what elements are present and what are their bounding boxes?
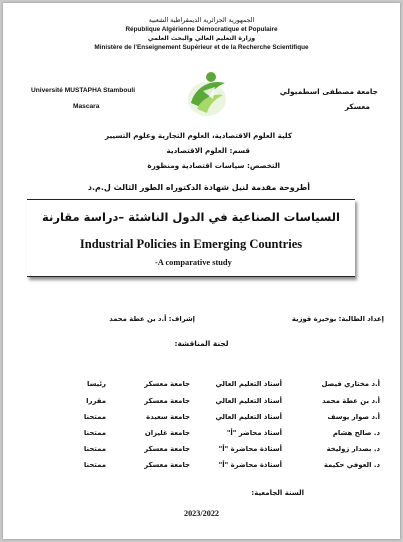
member-rank: أستاذة محاضرة "أ" <box>218 461 282 469</box>
committee-row <box>3 380 400 390</box>
thesis-label: أطروحة مقدمة لنيل شهادة الدكتوراه الطور الثالث ل.م.د <box>87 183 310 192</box>
member-name: د. صالح هشام <box>332 429 380 437</box>
committee-row <box>3 413 400 423</box>
title-english-subtitle: -A comparative study <box>155 258 232 267</box>
university-city-arabic: معسكر <box>344 102 370 111</box>
member-name: د. بصدار زوليخة <box>326 445 380 453</box>
department-name: قسم: العلوم الاقتصادية <box>166 146 250 155</box>
member-role: مقررا <box>86 397 106 405</box>
member-rank: أستاذة محاضرة "أ" <box>218 445 282 453</box>
member-rank: أستاذ محاضر "أ" <box>226 429 282 437</box>
member-role: رئيسا <box>87 380 106 388</box>
committee-title: لجنة المناقشة: <box>174 339 229 348</box>
ministry-arabic: وزارة التعليم العالي والبحث العلمي <box>147 35 256 42</box>
member-name: د. العوفي حكيمة <box>323 461 380 469</box>
committee-row <box>3 397 400 407</box>
member-role: ممتحنا <box>83 445 106 453</box>
member-university: جامعة معسكر <box>144 397 190 405</box>
ministry-french: Ministère de l’Enseignement Supérieur et de la Recherche Scientifique <box>94 44 309 51</box>
member-university: جامعة غليزان <box>144 429 190 437</box>
member-rank: أستاذ التعليم العالي <box>215 397 282 405</box>
committee-row <box>3 445 400 455</box>
title-english: Industrial Policies in Emerging Countries <box>79 237 303 251</box>
member-rank: أستاذ التعليم العالي <box>215 380 282 388</box>
title-box <box>27 199 355 277</box>
academic-year-label: السنة الجامعية: <box>251 489 304 497</box>
faculty-name: كلية العلوم الاقتصادية، العلوم التجارية وعلوم التسيير <box>105 131 292 140</box>
academic-year: 2023/2022 <box>183 509 220 518</box>
member-university: جامعة سعيدة <box>146 413 190 421</box>
title-arabic: السياسات الصناعية في الدول الناشئة –دراسة مقارنة <box>42 210 340 224</box>
university-name-french: Université MUSTAPHA Stambouli <box>31 87 136 94</box>
republic-french: République Algérienne Démocratique et Populaire <box>125 26 278 33</box>
member-university: جامعة معسكر <box>144 380 190 388</box>
member-university: جامعة معسكر <box>144 461 190 469</box>
member-name: أ.د مختاري فيصل <box>321 380 380 388</box>
university-city-french: Mascara <box>73 103 100 110</box>
university-logo-icon <box>185 69 229 119</box>
republic-arabic: الجمهورية الجزائرية الديمقراطية الشعبية <box>148 17 255 24</box>
document-page <box>3 3 400 539</box>
committee-row <box>3 461 400 471</box>
supervisor-name: إشراف: أ.د بن عطة محمد <box>109 315 195 323</box>
member-name: أ.د بن عطة محمد <box>322 397 380 405</box>
member-role: ممتحنا <box>83 413 106 421</box>
member-name: أ.د صوار يوسف <box>327 413 380 421</box>
member-university: جامعة معسكر <box>144 445 190 453</box>
member-role: ممتحنا <box>83 461 106 469</box>
specialty-name: التخصص: سياسات اقتصادية ومنظورة <box>147 161 280 170</box>
member-rank: أستاذ التعليم العالي <box>215 413 282 421</box>
committee-row <box>3 429 400 439</box>
university-name-arabic: جامعة مصطفى اسطمبولي <box>279 87 378 96</box>
student-name: إعداد الطالبة: بوخيزة فوزية <box>291 315 384 323</box>
member-role: ممتحنا <box>83 429 106 437</box>
